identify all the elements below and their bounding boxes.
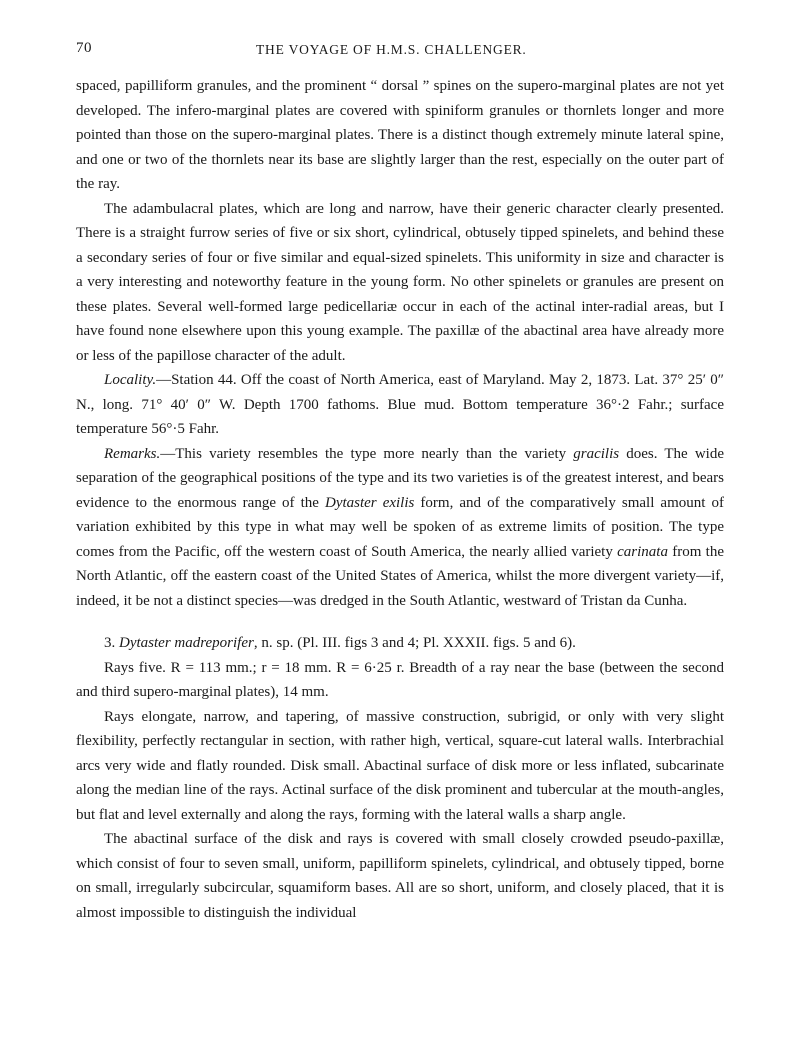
paragraph-remarks [76,442,724,614]
body-text [76,74,724,925]
species-plate-refs: , n. sp. (Pl. III. figs 3 and 4; Pl. XXXII. figs. 5 and 6). [253,635,576,651]
remarks-text-c: form, and of the comparatively small amount of variation exhibited by this type in what may well be spoken of as extreme limits of position. The type comes from the Pacific, off the western coast of South America, the nearly allied variety [76,494,724,560]
locality-label: Locality. [104,372,157,388]
page-number: 70 [76,40,92,56]
remarks-label: Remarks. [104,445,161,462]
paragraph-locality [76,368,724,442]
page-header [76,38,724,62]
paragraph-abactinal: The abactinal surface of the disk and rays is covered with small closely crowded pseudo-paxillæ, which consist of four to seven small, uniform, papilliform spinelets, cylindrical, and obtusely tipped, borne on small, irregularly subcircular, squamiform bases. All are so short, uniform, and closely placed, that it is almost impossible to distinguish the individual [76,831,724,921]
paragraph-adambulacral: The adambulacral plates, which are long and narrow, have their generic character clearly presented. There is a straight furrow series of five or six short, cylindrical, obtusely tipped spinelets, and behind these a secondary series of four or five similar and equal-sized spinelets. This uniformity in size and character is a very interesting and noteworthy feature in the young form. No other spinelets or granules are present on these plates. Several well-formed large pedicellariæ occur in each of the actinal inter-radial areas, but I have found none elsewhere upon this young example. The paxillæ of the abactinal area have already more or less of the papillose character of the adult. [76,200,724,364]
running-title: THE VOYAGE OF H.M.S. CHALLENGER. [256,42,527,57]
remarks-carinata: carinata [617,543,668,560]
locality-text: —Station 44. Off the coast of North America, east of Maryland. May 2, 1873. Lat. 37° 25′ 0″ N., long. 71° 40′ 0″ W. Depth 1700 fathoms. Blue mud. Bottom temperature 36°·2 Fahr.; surface temperature 56°·5 Fahr. [76,372,724,437]
species-heading [76,631,724,656]
remarks-text-b: does. The wide separation of the geographical positions of the type and its two varieties is of the greatest interest, and bears evidence to the enormous range of the [76,445,725,511]
paragraph-rays: Rays elongate, narrow, and tapering, of massive construction, subrigid, or only with very slight flexibility, perfectly rectangular in section, with rather high, vertical, square-cut lateral walls. Interbrachial arcs very wide and flatly rounded. Disk small. Abactinal surface of disk more or less inflated, subcarinate along the median line of the rays. Actinal surface of the disk prominent and tubercular at the mouth-angles, but flat and level externally and along the rays, forming with the lateral walls a sharp angle. [76,708,724,823]
species-name: Dytaster madreporifer [119,635,254,651]
remarks-gracilis: gracilis [573,445,620,462]
remarks-exilis: Dytaster exilis [324,494,415,511]
remarks-text-d: from the North Atlantic, off the eastern coast of the United States of America, whilst the more divergent variety—if, indeed, it be not a distinct species—was dredged in the South Atlantic, westward of Tristan da Cunha. [76,543,724,609]
paragraph-measurements: Rays five. R = 113 mm.; r = 18 mm. R = 6·25 r. Breadth of a ray near the base (between the second and third supero-marginal plates), 14 mm. [76,659,724,700]
paragraph-continued: spaced, papilliform granules, and the prominent “ dorsal ” spines on the supero-marginal plates are not yet developed. The infero-marginal plates are covered with spiniform granules or thornlets longer and more pointed than those on the supero-marginal plates. There is a distinct though extremely minute lateral spine, and one or two of the thornlets near its base are slightly larger than the rest, especially on the outer part of the ray. [76,78,724,192]
species-number: 3. [104,635,116,651]
remarks-text-a: —This variety resembles the type more nearly than the variety [160,445,574,462]
